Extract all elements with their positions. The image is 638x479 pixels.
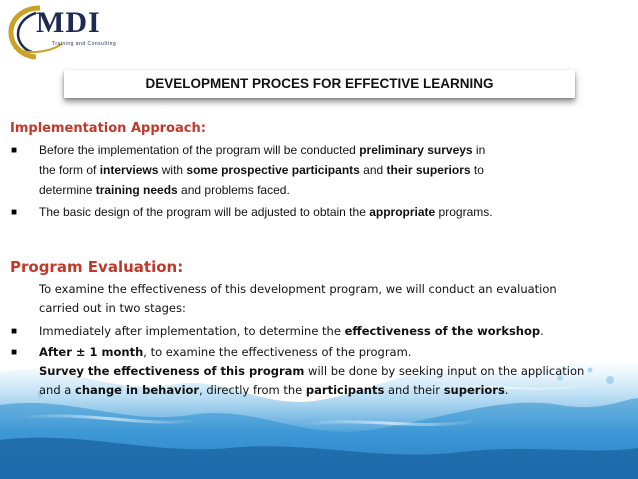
impl-bullet2-line1: The basic design of the program will be adjusted to obtain the appropriate programs. xyxy=(39,205,493,219)
bullet-marker: ■ xyxy=(11,207,18,218)
eval-bullet2-line3: and a change in behavior, directly from the participants and their superiors. xyxy=(39,383,509,397)
implementation-heading: Implementation Approach: xyxy=(10,121,206,136)
eval-intro-line1: To examine the effectiveness of this development program, we will conduct an evaluation xyxy=(39,282,557,296)
bullet-marker: ■ xyxy=(11,326,18,337)
slide-title: DEVELOPMENT PROCES FOR EFFECTIVE LEARNING xyxy=(145,76,494,91)
eval-intro-line2: carried out in two stages: xyxy=(39,301,186,315)
impl-bullet1-line3: determine training needs and problems faced. xyxy=(39,183,290,197)
logo-name: MDI xyxy=(36,6,101,39)
evaluation-heading: Program Evaluation: xyxy=(10,258,184,276)
eval-bullet2-line2: Survey the effectiveness of this program will be done by seeking input on the application xyxy=(39,364,585,378)
title-bar xyxy=(64,70,575,98)
impl-bullet1-line1: Before the implementation of the program will be conducted preliminary surveys in xyxy=(39,143,486,157)
company-logo xyxy=(6,4,118,62)
bullet-marker: ■ xyxy=(11,347,18,358)
eval-bullet2-line1: After ± 1 month, to examine the effectiveness of the program. xyxy=(39,345,412,359)
bullet-marker: ■ xyxy=(11,145,18,156)
impl-bullet1-line2: the form of interviews with some prospective participants and their superiors to xyxy=(39,163,484,177)
eval-bullet1-line1: Immediately after implementation, to determine the effectiveness of the workshop. xyxy=(39,324,544,338)
logo-tagline: Training and Consulting xyxy=(52,41,117,47)
